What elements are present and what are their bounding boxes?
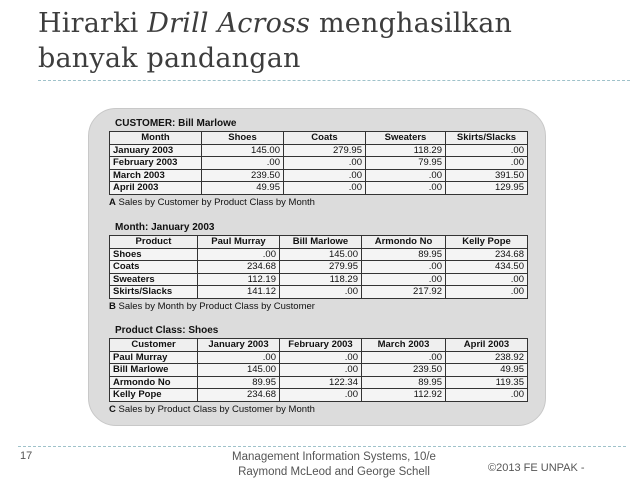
value-cell: 49.95: [446, 364, 528, 377]
table-row: [110, 144, 528, 157]
section-b-caption: B Sales by Month by Product Class by Customer: [109, 301, 315, 312]
column-header: Product: [110, 236, 198, 249]
row-label-cell: Bill Marlowe: [110, 364, 198, 377]
value-cell: .00: [198, 351, 280, 364]
table-row: [110, 286, 528, 299]
value-cell: 118.29: [280, 273, 362, 286]
title-text-post: menghasilkan: [310, 8, 513, 39]
value-cell: 145.00: [202, 144, 284, 157]
slide-number: 17: [20, 450, 33, 462]
value-cell: 217.92: [362, 286, 446, 299]
value-cell: .00: [446, 286, 528, 299]
value-cell: 234.68: [198, 389, 280, 402]
value-cell: .00: [446, 157, 528, 170]
value-cell: .00: [284, 182, 366, 195]
value-cell: 89.95: [362, 248, 446, 261]
column-header: Armondo No: [362, 236, 446, 249]
table-row: [110, 273, 528, 286]
value-cell: .00: [280, 389, 362, 402]
title-text-pre: Hirarki: [38, 8, 148, 39]
slide-title-line-1: [38, 6, 618, 41]
column-header: Paul Murray: [198, 236, 280, 249]
footer-book-line-2: Raymond McLeod and George Schell: [238, 466, 430, 478]
column-header: April 2003: [446, 339, 528, 352]
value-cell: 239.50: [362, 364, 446, 377]
footer-copyright: ©2013 FE UNPAK -: [488, 462, 585, 474]
value-cell: .00: [446, 389, 528, 402]
row-label-cell: January 2003: [110, 144, 202, 157]
figure-panel: [88, 108, 546, 426]
value-cell: 89.95: [198, 376, 280, 389]
table-row: [110, 169, 528, 182]
value-cell: 279.95: [280, 261, 362, 274]
value-cell: .00: [280, 364, 362, 377]
row-label-cell: April 2003: [110, 182, 202, 195]
value-cell: 391.50: [446, 169, 528, 182]
table-row: [110, 182, 528, 195]
value-cell: .00: [362, 261, 446, 274]
row-label-cell: Armondo No: [110, 376, 198, 389]
value-cell: .00: [202, 157, 284, 170]
value-cell: 145.00: [198, 364, 280, 377]
value-cell: 279.95: [284, 144, 366, 157]
value-cell: .00: [446, 273, 528, 286]
table-sales-by-month: [109, 235, 528, 299]
row-label-cell: Shoes: [110, 248, 198, 261]
value-cell: 129.95: [446, 182, 528, 195]
value-cell: .00: [366, 182, 446, 195]
row-label-cell: Paul Murray: [110, 351, 198, 364]
row-label-cell: February 2003: [110, 157, 202, 170]
title-text-emphasis: Drill Across: [147, 8, 311, 39]
section-a-heading: CUSTOMER: Bill Marlowe: [115, 118, 237, 129]
slide-title: [38, 6, 618, 76]
value-cell: 49.95: [202, 182, 284, 195]
column-header: January 2003: [198, 339, 280, 352]
value-cell: 234.68: [198, 261, 280, 274]
column-header: Shoes: [202, 132, 284, 145]
value-cell: .00: [362, 351, 446, 364]
table-sales-by-product-class: [109, 338, 528, 402]
section-b-heading: Month: January 2003: [115, 222, 215, 233]
column-header: Skirts/Slacks: [446, 132, 528, 145]
value-cell: .00: [280, 351, 362, 364]
value-cell: 122.34: [280, 376, 362, 389]
value-cell: 119.35: [446, 376, 528, 389]
table-header-row: [110, 236, 528, 249]
table-row: [110, 376, 528, 389]
value-cell: .00: [280, 286, 362, 299]
section-c-heading: Product Class: Shoes: [115, 325, 219, 336]
column-header: Bill Marlowe: [280, 236, 362, 249]
value-cell: .00: [362, 273, 446, 286]
table-header-row: [110, 132, 528, 145]
footer-book-credit: [214, 450, 454, 480]
table-row: [110, 351, 528, 364]
row-label-cell: Sweaters: [110, 273, 198, 286]
column-header: February 2003: [280, 339, 362, 352]
value-cell: 238.92: [446, 351, 528, 364]
section-a-caption: A Sales by Customer by Product Class by Month: [109, 197, 315, 208]
value-cell: .00: [198, 248, 280, 261]
table-header-row: [110, 339, 528, 352]
table-sales-by-customer: [109, 131, 528, 195]
value-cell: 434.50: [446, 261, 528, 274]
slide-title-line-2: banyak pandangan: [38, 43, 301, 74]
column-header: Customer: [110, 339, 198, 352]
value-cell: 89.95: [362, 376, 446, 389]
column-header: Coats: [284, 132, 366, 145]
row-label-cell: Coats: [110, 261, 198, 274]
value-cell: 239.50: [202, 169, 284, 182]
value-cell: .00: [284, 157, 366, 170]
column-header: March 2003: [362, 339, 446, 352]
section-c-caption: C Sales by Product Class by Customer by Month: [109, 404, 315, 415]
row-label-cell: Kelly Pope: [110, 389, 198, 402]
value-cell: 112.19: [198, 273, 280, 286]
table-row: [110, 364, 528, 377]
value-cell: 234.68: [446, 248, 528, 261]
value-cell: 145.00: [280, 248, 362, 261]
table-row: [110, 157, 528, 170]
footer-divider: [18, 446, 626, 447]
value-cell: 79.95: [366, 157, 446, 170]
value-cell: .00: [284, 169, 366, 182]
value-cell: .00: [366, 169, 446, 182]
table-row: [110, 261, 528, 274]
table-row: [110, 389, 528, 402]
value-cell: 141.12: [198, 286, 280, 299]
title-divider: [38, 80, 630, 81]
table-row: [110, 248, 528, 261]
row-label-cell: Skirts/Slacks: [110, 286, 198, 299]
value-cell: 118.29: [366, 144, 446, 157]
row-label-cell: March 2003: [110, 169, 202, 182]
value-cell: .00: [446, 144, 528, 157]
column-header: Month: [110, 132, 202, 145]
footer-book-line-1: Management Information Systems, 10/e: [232, 451, 436, 463]
column-header: Kelly Pope: [446, 236, 528, 249]
value-cell: 112.92: [362, 389, 446, 402]
column-header: Sweaters: [366, 132, 446, 145]
